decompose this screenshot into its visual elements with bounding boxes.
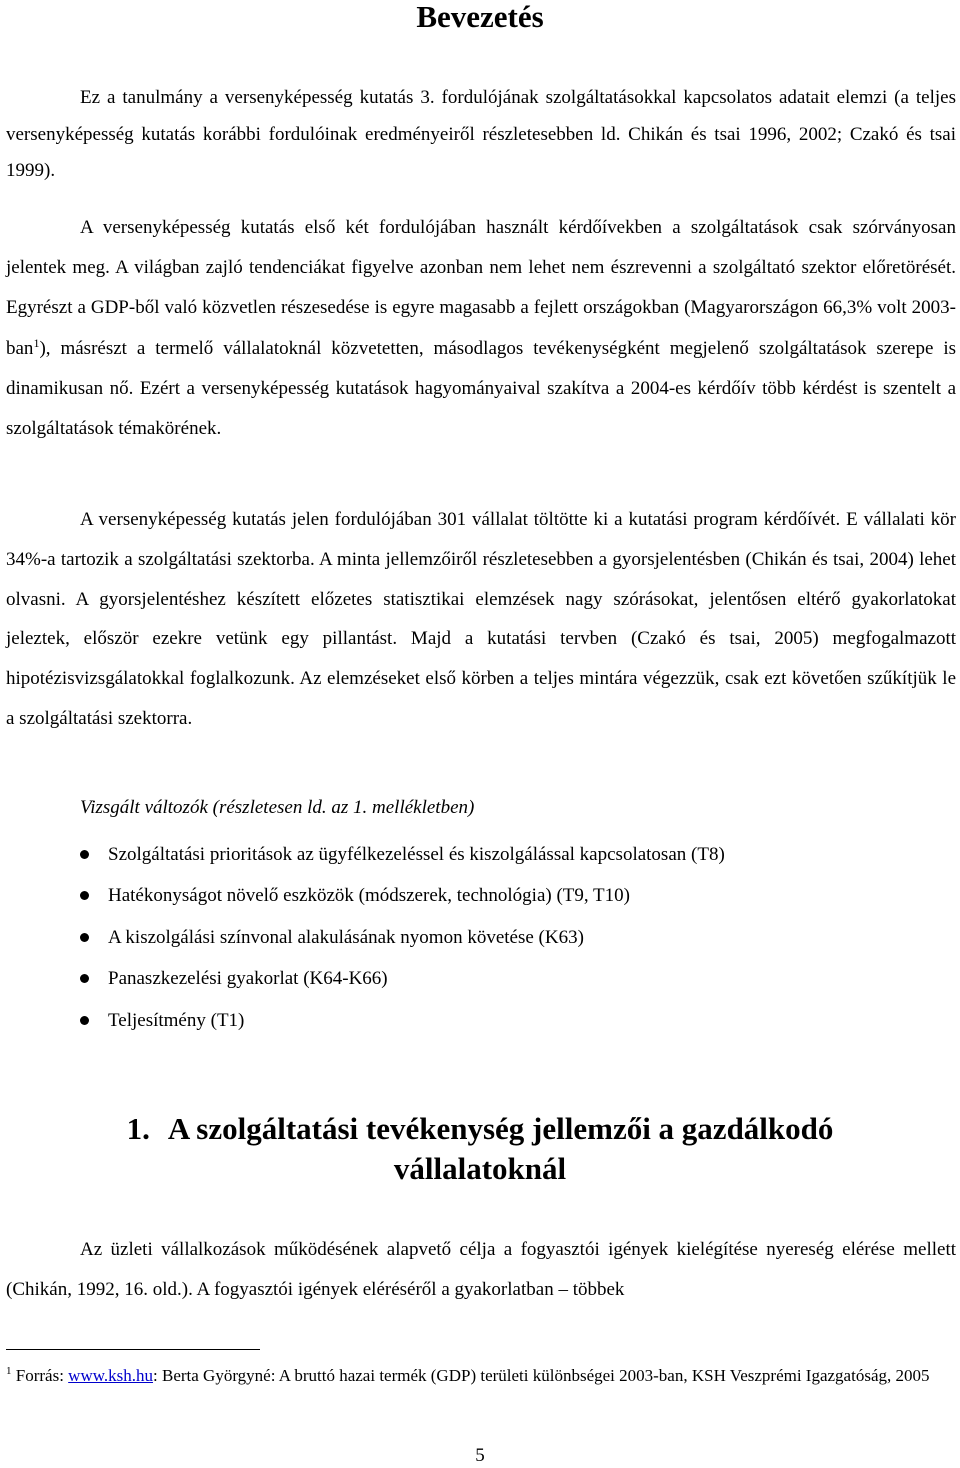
footnote-number: 1 bbox=[6, 1365, 12, 1377]
list-item-text: Hatékonyságot növelő eszközök (módszerek, technológia) (T9, T10) bbox=[108, 885, 630, 907]
section-intro-paragraph: Az üzleti vállalkozások működésének alapvető célja a fogyasztói igények kielégítése nyereség elérése mellett (Chikán, 1992, 16. old.). A fogyasztói igények eléréséről a gyakorlatban ‒ többek bbox=[6, 1239, 956, 1300]
list-item bbox=[0, 958, 725, 999]
survey-paragraph: A versenyképesség kutatás jelen fordulójában 301 vállalat töltötte ki a kutatási program kérdőívét. E vállalati kör 34%-a tartozik a szolgáltatási szektorba. A minta jellemzőiről részletesebben a gyorsjelentésben (Chikán és tsai, 2004) lehet olvasni. A gyorsjelentéshez készített előzetes statisztikai elemzések nagy szórásokat, jelentősen eltérő gyakorlatokat jeleztek, először ezekre vetünk egy pillantást. Majd a kutatási tervben (Czakó és tsai, 2005) megfogalmazott hipotézisvizsgálatokkal foglalkozunk. Az elemzéseket első körben a teljes mintára végezzük, csak ezt követően szűkítjük le a szolgáltatási szektorra. bbox=[6, 509, 956, 729]
variables-subheading: Vizsgált változók (részletesen ld. az 1. mellékletben) bbox=[80, 797, 475, 818]
bullet-icon bbox=[80, 891, 89, 900]
list-item bbox=[0, 1000, 725, 1041]
variables-list bbox=[0, 834, 725, 1041]
section-number: 1. bbox=[126, 1111, 150, 1146]
list-item bbox=[0, 917, 725, 958]
services-paragraph bbox=[6, 208, 956, 449]
section-heading-line1: A szolgáltatási tevékenység jellemzői a gazdálkodó bbox=[167, 1111, 834, 1146]
intro-paragraph: Ez a tanulmány a versenyképesség kutatás 3. fordulójának szolgáltatásokkal kapcsolatos adatait elemzi (a teljes versenyképesség kutatás korábbi fordulóinak eredményeiről részletesebben ld. Chikán és tsai 1996, 2002; Czakó és tsai 1999). bbox=[6, 87, 956, 181]
footnote-reference[interactable]: 1 bbox=[33, 335, 40, 350]
list-item bbox=[0, 875, 725, 916]
bullet-icon bbox=[80, 974, 89, 983]
footnote-prefix: Forrás: bbox=[11, 1366, 69, 1385]
section-heading-line2: vállalatoknál bbox=[393, 1151, 567, 1186]
footnote bbox=[6, 1364, 946, 1387]
services-paragraph-text-a: A versenyképesség kutatás első két fordulójában használt kérdőívekben a szolgáltatások csak szórványosan jelentek meg. A világban zajló tendenciákat figyelve azonban nem lehet nem észrevenni a szolgáltató szektor előretörését. Egyrészt a GDP-ből való közvetlen részesedése is egyre magasabb a fejlett országokban (Magyarországon 66,3% volt 2003-ban bbox=[6, 217, 956, 359]
list-item-text: Teljesítmény (T1) bbox=[108, 1009, 245, 1031]
page-title: Bevezetés bbox=[416, 0, 544, 34]
bullet-icon bbox=[80, 850, 89, 859]
footnote-text: : Berta Györgyné: A bruttó hazai termék (GDP) területi különbségei 2003-ban, KSH Veszprémi Igazgatóság, 2005 bbox=[153, 1366, 930, 1385]
ksh-link[interactable]: www.ksh.hu bbox=[68, 1366, 154, 1385]
bullet-icon bbox=[80, 1016, 89, 1025]
section-heading bbox=[0, 1109, 960, 1189]
list-item-text: Panaszkezelési gyakorlat (K64-K66) bbox=[108, 968, 388, 990]
list-item-text: Szolgáltatási prioritások az ügyfélkezeléssel és kiszolgálással kapcsolatosan (T8) bbox=[108, 844, 725, 865]
page-number: 5 bbox=[475, 1445, 485, 1466]
services-paragraph-text-b: ), másrészt a termelő vállalatoknál közvetetten, másodlagos tevékenységként megjelenő szolgáltatások szerepe is dinamikusan nő. Ezért a versenyképesség kutatások hagyományaival szakítva a 2004-es kérdőív több kérdést is szentelt a szolgáltatások témakörének. bbox=[6, 337, 956, 440]
footnote-divider bbox=[6, 1349, 260, 1350]
bullet-icon bbox=[80, 933, 89, 942]
list-item-text: A kiszolgálási színvonal alakulásának nyomon követése (K63) bbox=[108, 926, 584, 948]
list-item bbox=[0, 834, 725, 875]
